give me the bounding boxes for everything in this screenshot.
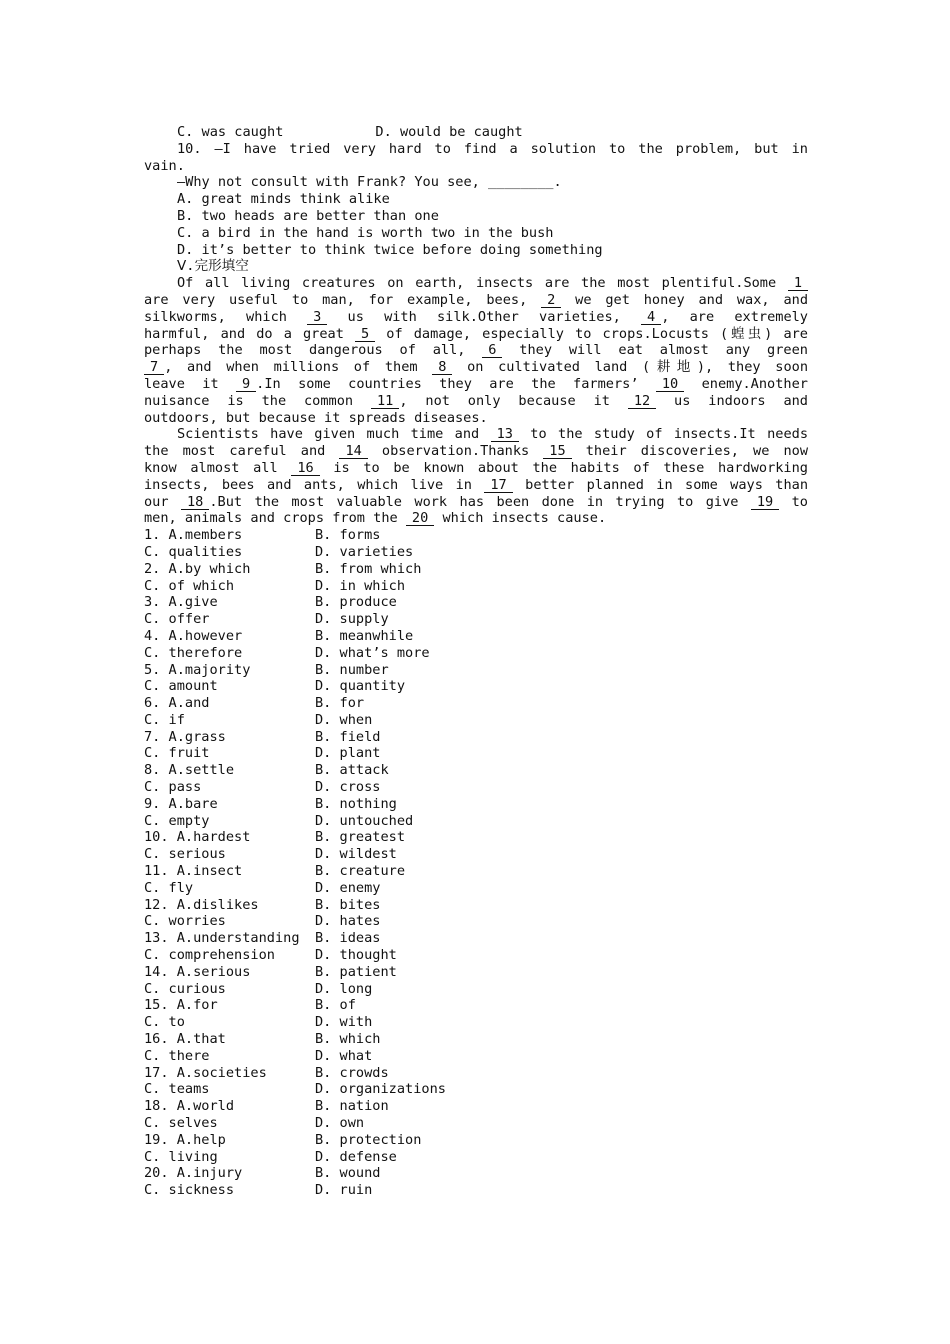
question-option-row <box>144 1182 808 1199</box>
passage-text: of damage, especially to crops.Locusts (蝗虫) are <box>375 325 808 342</box>
option-left: C. if <box>144 711 185 728</box>
option-left: 16. A.that <box>144 1031 226 1048</box>
passage-text: .In some countries they are the farmers’ <box>256 375 656 392</box>
passage-text: nuisance is the common <box>144 392 371 409</box>
passage-line <box>144 292 808 309</box>
passage-text: we get honey and wax, and <box>561 291 808 308</box>
option-right: D. supply <box>315 611 389 628</box>
passage-line <box>144 376 808 393</box>
passage-text: outdoors, but because it spreads diseases. <box>144 409 488 426</box>
blank-number: 2 <box>541 293 561 308</box>
blank-number: 20 <box>406 511 434 526</box>
passage-line <box>144 393 808 410</box>
option-left: 6. A.and <box>144 695 210 712</box>
option-right: D. varieties <box>315 543 414 560</box>
option-right: D. ruin <box>315 1182 373 1199</box>
option-right: D. with <box>315 1014 373 1031</box>
blank-number: 16 <box>291 461 319 476</box>
option-right: B. number <box>315 661 389 678</box>
question-option-row <box>144 1115 808 1132</box>
passage-text: .But the most valuable work has been done in trying to give <box>209 493 751 510</box>
blank-number: 11 <box>371 394 399 409</box>
option-right: D. wildest <box>315 846 397 863</box>
option-left: C. teams <box>144 1081 210 1098</box>
option-right: B. attack <box>315 762 389 779</box>
question-option-row <box>144 745 808 762</box>
option-left: C. offer <box>144 611 210 628</box>
option-left: 18. A.world <box>144 1098 235 1115</box>
option-left: 11. A.insect <box>144 863 243 880</box>
option-right: B. from which <box>315 560 422 577</box>
option-right: D. what <box>315 1047 373 1064</box>
passage-text: know almost all <box>144 459 292 476</box>
question-option-row <box>144 645 808 662</box>
option-left: 1. A.members <box>144 527 243 544</box>
passage-text: better planned in some ways than <box>512 476 809 493</box>
option-left: C. amount <box>144 678 218 695</box>
option-left: C. serious <box>144 846 226 863</box>
option-right: D. cross <box>315 779 381 796</box>
option-left: 17. A.societies <box>144 1064 267 1081</box>
option-left: 9. A.bare <box>144 795 218 812</box>
passage-text: men, animals and crops from the <box>144 510 406 527</box>
option-left: C. there <box>144 1047 210 1064</box>
passage-text: observation.Thanks <box>367 443 544 460</box>
question-10-reply: —Why not consult with Frank? You see, ________. <box>177 174 562 191</box>
option-right: B. wound <box>315 1165 381 1182</box>
cloze-passage <box>144 275 808 527</box>
question-option-row <box>144 1081 808 1098</box>
passage-text: enemy.Another <box>684 375 808 392</box>
question-option-row <box>144 729 808 746</box>
passage-text: their discoveries, we now <box>571 443 808 460</box>
question-option-row <box>144 1149 808 1166</box>
question-option-row <box>144 762 808 779</box>
question-option-row <box>144 1098 808 1115</box>
question-option-row <box>144 829 808 846</box>
passage-line <box>144 443 808 460</box>
blank-number: 7 <box>144 360 164 375</box>
passage-text: the most careful and <box>144 443 340 460</box>
question-option-row <box>144 1031 808 1048</box>
passage-line <box>144 309 808 326</box>
question-option-row <box>144 796 808 813</box>
option-left: C. therefore <box>144 644 243 661</box>
option-left: 19. A.help <box>144 1131 226 1148</box>
blank-number: 19 <box>751 495 779 510</box>
worksheet-page <box>144 124 808 1199</box>
passage-text: on cultivated land (耕地), they soon <box>452 359 809 376</box>
blank-number: 1 <box>788 276 808 291</box>
option-c: C. was caught <box>177 124 284 140</box>
option-right: D. when <box>315 711 373 728</box>
passage-text: harmful, and do a great <box>144 325 355 342</box>
option-left: C. fly <box>144 879 194 896</box>
question-option-row <box>144 880 808 897</box>
option-right: B. bites <box>315 896 381 913</box>
blank-number: 17 <box>484 478 512 493</box>
option-left: C. of which <box>144 577 235 594</box>
passage-text: our <box>144 493 181 510</box>
option-left: C. worries <box>144 913 226 930</box>
question-option-row <box>144 594 808 611</box>
option-right: B. nothing <box>315 795 397 812</box>
question-10-option: B. two heads are better than one <box>177 207 439 224</box>
question-option-row <box>144 578 808 595</box>
option-right: B. crowds <box>315 1064 389 1081</box>
question-option-row <box>144 695 808 712</box>
passage-line <box>144 477 808 494</box>
passage-text: leave it <box>144 375 236 392</box>
question-option-row <box>144 544 808 561</box>
option-right: B. for <box>315 695 365 712</box>
option-left: 20. A.injury <box>144 1165 243 1182</box>
question-option-row <box>144 1065 808 1082</box>
option-left: C. to <box>144 1014 185 1031</box>
option-right: D. organizations <box>315 1081 446 1098</box>
option-left: 5. A.majority <box>144 661 251 678</box>
question-10-option: D. it’s better to think twice before doing something <box>177 241 603 258</box>
option-left: C. pass <box>144 779 202 796</box>
blank-number: 9 <box>236 377 256 392</box>
passage-text: are very useful to man, for example, bees, <box>144 291 542 308</box>
passage-line <box>144 275 808 292</box>
option-right: D. long <box>315 980 373 997</box>
question-option-row <box>144 712 808 729</box>
question-option-row <box>144 662 808 679</box>
blank-number: 13 <box>491 427 519 442</box>
blank-number: 8 <box>432 360 452 375</box>
option-left: 8. A.settle <box>144 762 235 779</box>
question-option-row <box>144 947 808 964</box>
passage-text: which insects cause. <box>434 510 607 527</box>
passage-text: to <box>779 493 808 510</box>
option-left: 15. A.for <box>144 997 218 1014</box>
option-left: 14. A.serious <box>144 963 251 980</box>
passage-text: they will eat almost any green <box>502 342 808 359</box>
option-right: D. thought <box>315 947 397 964</box>
option-left: C. living <box>144 1148 218 1165</box>
question-option-row <box>144 897 808 914</box>
option-right: B. forms <box>315 527 381 544</box>
question-option-row <box>144 997 808 1014</box>
question-option-row <box>144 1048 808 1065</box>
option-left: C. selves <box>144 1115 218 1132</box>
option-left: 4. A.however <box>144 627 243 644</box>
question-option-row <box>144 561 808 578</box>
passage-text: silkworms, which <box>144 308 308 325</box>
option-d: D. would be caught <box>375 124 523 140</box>
blank-number: 3 <box>307 310 327 325</box>
option-right: D. enemy <box>315 879 381 896</box>
option-left: C. sickness <box>144 1182 235 1199</box>
option-right: D. defense <box>315 1148 397 1165</box>
option-right: D. quantity <box>315 678 406 695</box>
passage-line <box>144 426 808 443</box>
passage-line <box>144 494 808 511</box>
blank-number: 15 <box>543 444 571 459</box>
passage-text: , and when millions of them <box>164 359 433 376</box>
option-right: D. plant <box>315 745 381 762</box>
option-right: D. untouched <box>315 812 414 829</box>
option-left: C. empty <box>144 812 210 829</box>
passage-text: perhaps the most dangerous of all, <box>144 342 483 359</box>
option-right: D. own <box>315 1115 365 1132</box>
option-left: C. qualities <box>144 543 243 560</box>
question-option-row <box>144 981 808 998</box>
option-left: 7. A.grass <box>144 728 226 745</box>
question-option-row <box>144 678 808 695</box>
question-option-row <box>144 1132 808 1149</box>
blank-number: 5 <box>355 327 375 342</box>
blank-number: 4 <box>641 310 661 325</box>
option-right: B. nation <box>315 1098 389 1115</box>
option-left: C. comprehension <box>144 947 275 964</box>
option-right: B. field <box>315 728 381 745</box>
passage-text: us with silk.Other varieties, <box>327 308 642 325</box>
option-right: B. ideas <box>315 930 381 947</box>
passage-text: to the study of insects.It needs <box>518 426 808 443</box>
question-option-row <box>144 863 808 880</box>
option-right: D. hates <box>315 913 381 930</box>
question-option-row <box>144 527 808 544</box>
option-right: B. meanwhile <box>315 627 414 644</box>
passage-text: , not only because it <box>399 392 628 409</box>
passage-text: us indoors and <box>656 392 808 409</box>
option-left: 13. A.understanding <box>144 930 300 947</box>
passage-line <box>144 410 808 427</box>
option-left: 10. A.hardest <box>144 829 251 846</box>
passage-line <box>144 460 808 477</box>
question-option-row <box>144 611 808 628</box>
option-right: D. what’s more <box>315 644 430 661</box>
question-10-option: A. great minds think alike <box>177 191 390 208</box>
blank-number: 10 <box>656 377 684 392</box>
question-option-row <box>144 779 808 796</box>
option-right: B. protection <box>315 1131 422 1148</box>
question-10-option: C. a bird in the hand is worth two in the bush <box>177 224 554 241</box>
question-option-row <box>144 964 808 981</box>
passage-text: , are extremely <box>661 308 808 325</box>
passage-line <box>144 359 808 376</box>
question-option-row <box>144 930 808 947</box>
option-left: 12. A.dislikes <box>144 896 259 913</box>
passage-line <box>144 326 808 343</box>
question-option-row <box>144 1165 808 1182</box>
blank-number: 18 <box>181 495 209 510</box>
option-right: B. of <box>315 997 356 1014</box>
option-left: C. fruit <box>144 745 210 762</box>
option-right: B. which <box>315 1031 381 1048</box>
question-option-row <box>144 628 808 645</box>
option-right: B. produce <box>315 594 397 611</box>
option-right: B. patient <box>315 963 397 980</box>
blank-number: 14 <box>339 444 367 459</box>
question-10-stem-cont: vain. <box>144 157 185 174</box>
previous-question-options <box>144 124 808 141</box>
question-option-row <box>144 846 808 863</box>
cloze-questions <box>144 527 808 1199</box>
question-option-row <box>144 913 808 930</box>
question-10-stem: 10. —I have tried very hard to find a solution to the problem, but in <box>177 140 808 157</box>
passage-text: insects, bees and ants, which live in <box>144 476 485 493</box>
option-left: 3. A.give <box>144 594 218 611</box>
option-right: B. creature <box>315 863 406 880</box>
option-left: C. curious <box>144 980 226 997</box>
option-right: B. greatest <box>315 829 406 846</box>
question-option-row <box>144 813 808 830</box>
passage-line <box>144 342 808 359</box>
section-title: Ⅴ.完形填空 <box>177 258 249 275</box>
passage-text: Scientists have given much time and <box>177 426 491 443</box>
blank-number: 12 <box>628 394 656 409</box>
blank-number: 6 <box>482 343 502 358</box>
option-right: D. in which <box>315 577 406 594</box>
option-left: 2. A.by which <box>144 560 251 577</box>
passage-text: is to be known about the habits of these hardworking <box>319 459 808 476</box>
passage-text: Of all living creatures on earth, insects are the most plentiful.Some <box>177 275 788 292</box>
passage-line <box>144 510 808 527</box>
question-option-row <box>144 1014 808 1031</box>
